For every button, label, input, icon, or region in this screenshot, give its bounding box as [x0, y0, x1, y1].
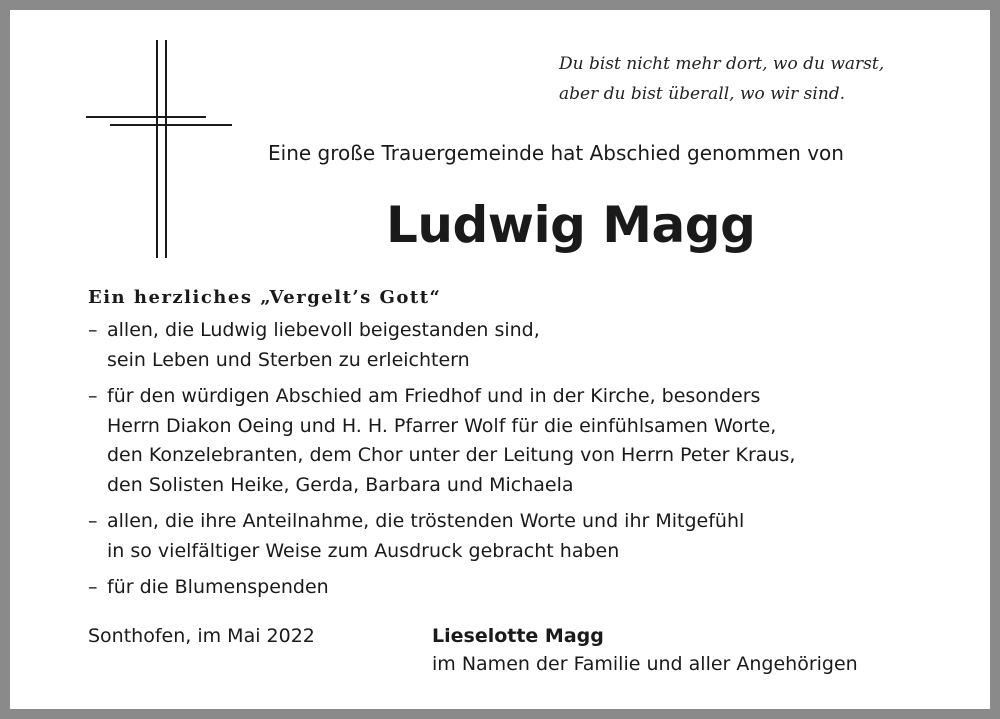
thanks-item-line: in so vielfältiger Weise zum Ausdruck gebracht haben	[107, 539, 620, 562]
thanks-item-line: für die Blumenspenden	[107, 576, 329, 598]
thanks-item-line: für den würdigen Abschied am Friedhof und in der Kirche, besonders	[107, 385, 761, 407]
thanks-item-line: den Solisten Heike, Gerda, Barbara und Michaela	[107, 473, 574, 496]
thanks-item	[88, 507, 948, 566]
dash-bullet: –	[88, 319, 98, 341]
thanks-heading: Ein herzliches „Vergelt’s Gott“	[88, 287, 442, 308]
signer-block	[432, 622, 858, 678]
thanks-item-line: sein Leben und Sterben zu erleichtern	[107, 348, 470, 371]
quote-line-1: Du bist nicht mehr dort, wo du warst,	[559, 54, 885, 74]
dash-bullet: –	[88, 576, 98, 598]
intro-text: Eine große Trauergemeinde hat Abschied genommen von	[268, 141, 844, 165]
thanks-item	[88, 382, 948, 500]
cross-icon	[86, 40, 232, 258]
signer-subtitle: im Namen der Familie und aller Angehörigen	[432, 653, 858, 675]
thanks-list	[88, 316, 948, 610]
deceased-name: Ludwig Magg	[386, 196, 756, 254]
obituary-notice	[10, 10, 990, 709]
thanks-item-line: Herrn Diakon Oeing und H. H. Pfarrer Wolf für die einfühlsamen Worte,	[107, 414, 777, 437]
thanks-item-line: den Konzelebranten, dem Chor unter der Leitung von Herrn Peter Kraus,	[107, 444, 796, 466]
signer-name: Lieselotte Magg	[432, 625, 604, 647]
thanks-item	[88, 316, 948, 375]
place-date: Sonthofen, im Mai 2022	[88, 625, 315, 647]
dash-bullet: –	[88, 385, 98, 407]
thanks-item-line: allen, die Ludwig liebevoll beigestanden sind,	[107, 319, 540, 341]
thanks-item-line: allen, die ihre Anteilnahme, die tröstenden Worte und ihr Mitgefühl	[107, 510, 745, 532]
dash-bullet: –	[88, 510, 98, 532]
quote-line-2: aber du bist überall, wo wir sind.	[559, 84, 846, 104]
memorial-quote	[559, 49, 884, 109]
thanks-item	[88, 573, 948, 603]
